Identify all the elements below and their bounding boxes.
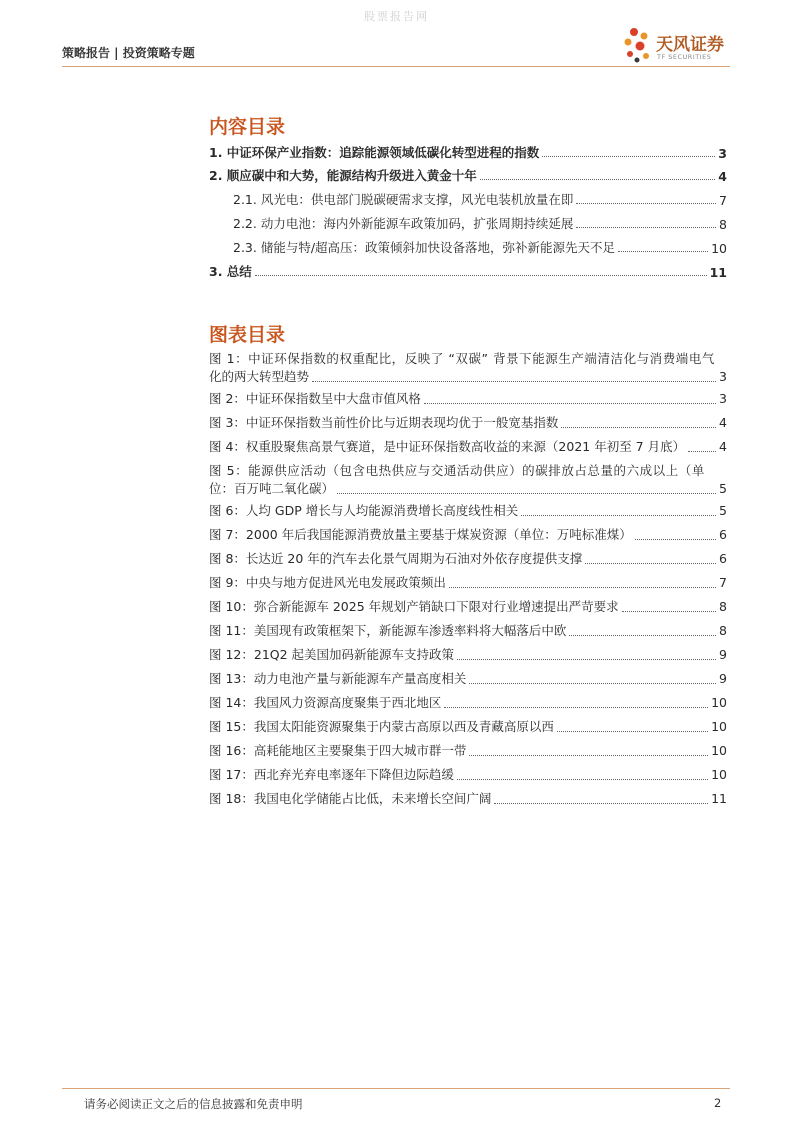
- figure-item-page: 8: [719, 623, 727, 638]
- leader-dots: [688, 451, 716, 452]
- logo-subtext: TF SECURITIES: [657, 53, 712, 61]
- figure-item-page: 10: [711, 767, 727, 782]
- figure-item-text: 图 8：长达近 20 年的汽车去化景气周期为石油对外依存度提供支撑: [209, 551, 583, 566]
- figure-item-text: 图 13：动力电池产量与新能源车产量高度相关: [209, 671, 467, 686]
- footer-divider: [62, 1088, 730, 1089]
- leader-dots: [469, 755, 708, 756]
- figure-item[interactable]: [209, 350, 727, 386]
- header-divider: [62, 66, 730, 67]
- leader-dots: [576, 203, 716, 204]
- leader-dots: [457, 659, 716, 660]
- leader-dots: [312, 381, 716, 382]
- leader-dots: [585, 563, 716, 564]
- leader-dots: [424, 403, 716, 404]
- figure-item-page: 6: [719, 551, 727, 566]
- company-logo: [622, 26, 742, 68]
- toc-item-text: 2.1. 风光电：供电部门脱碳硬需求支撑，风光电装机放量在即: [233, 192, 574, 207]
- toc-title: 内容目录: [209, 116, 286, 138]
- figure-item[interactable]: [209, 598, 727, 616]
- leader-dots: [618, 251, 708, 252]
- leader-dots: [457, 779, 708, 780]
- toc-item-text: 2.3. 储能与特/超高压：政策倾斜加快设备落地，弥补新能源先天不足: [233, 240, 616, 255]
- toc-item-page: 8: [719, 217, 727, 232]
- figure-item[interactable]: [209, 622, 727, 640]
- figure-item-text: 图 11：美国现有政策框架下，新能源车渗透率料将大幅落后中欧: [209, 623, 567, 638]
- leader-dots: [542, 156, 715, 157]
- figure-item-text: 图 9：中央与地方促进风光电发展政策频出: [209, 575, 446, 590]
- figure-item[interactable]: [209, 414, 727, 432]
- figure-item[interactable]: [209, 718, 727, 736]
- logo-text: 天风证券: [656, 35, 724, 55]
- figure-item[interactable]: [209, 550, 727, 568]
- toc-item[interactable]: [209, 262, 727, 280]
- figure-item-page: 5: [719, 503, 727, 518]
- figure-item-text: 图 12：21Q2 起美国加码新能源车支持政策: [209, 647, 455, 662]
- toc-item[interactable]: [209, 143, 727, 161]
- figure-item[interactable]: [209, 694, 727, 712]
- figure-item-text-line1: 图 1：中证环保指数的权重配比，反映了 “双碳” 背景下能源生产端清洁化与消费端电气: [209, 351, 715, 366]
- page-number: 2: [714, 1096, 722, 1110]
- figure-item-page: 3: [719, 391, 727, 406]
- toc-item-text: 1. 中证环保产业指数：追踪能源领域低碳化转型进程的指数: [209, 145, 540, 160]
- leader-dots: [622, 611, 716, 612]
- figure-item-page: 4: [719, 415, 727, 430]
- leader-dots: [480, 179, 715, 180]
- leader-dots: [494, 803, 708, 804]
- toc-item-page: 7: [719, 193, 727, 208]
- toc-item-page: 10: [711, 241, 727, 256]
- toc-item-page: 3: [718, 146, 727, 161]
- figure-item-page: 11: [711, 791, 727, 806]
- figure-item-text: 图 3：中证环保指数当前性价比与近期表现均优于一般宽基指数: [209, 415, 559, 430]
- figure-item-page: 4: [719, 439, 727, 454]
- leader-dots: [576, 227, 716, 228]
- toc-subitem[interactable]: [233, 214, 727, 232]
- figure-item[interactable]: [209, 574, 727, 592]
- report-category: 策略报告 | 投资策略专题: [62, 46, 195, 60]
- toc-item-text: 3. 总结: [209, 264, 252, 279]
- toc-item-page: 11: [709, 265, 727, 280]
- toc-item-page: 4: [718, 169, 727, 184]
- figure-item-text: 图 14：我国风力资源高度聚集于西北地区: [209, 695, 442, 710]
- figure-item[interactable]: [209, 742, 727, 760]
- leader-dots: [255, 275, 707, 276]
- toc-item-text: 2.2. 动力电池：海内外新能源车政策加码，扩张周期持续延展: [233, 216, 574, 231]
- figure-item-text-line2: 化的两大转型趋势: [209, 369, 310, 384]
- leader-dots: [449, 587, 716, 588]
- leader-dots: [557, 731, 708, 732]
- leader-dots: [337, 493, 716, 494]
- figure-item-page: 6: [719, 527, 727, 542]
- figure-item[interactable]: [209, 438, 727, 456]
- leader-dots: [569, 635, 716, 636]
- figure-item-text: 图 18：我国电化学储能占比低，未来增长空间广阔: [209, 791, 492, 806]
- figure-item-page: 10: [711, 695, 727, 710]
- leader-dots: [521, 515, 716, 516]
- figure-item[interactable]: [209, 390, 727, 408]
- figure-item[interactable]: [209, 526, 727, 544]
- figure-item-text: 图 4：权重股聚焦高景气赛道，是中证环保指数高收益的来源（2021 年初至 7 月底）: [209, 439, 686, 454]
- figure-item-text: 图 16：高耗能地区主要聚集于四大城市群一带: [209, 743, 467, 758]
- figure-item-page: 10: [711, 719, 727, 734]
- figure-item-page: 8: [719, 599, 727, 614]
- watermark: 股票报告网: [364, 10, 429, 23]
- figure-item[interactable]: [209, 766, 727, 784]
- figure-item[interactable]: [209, 502, 727, 520]
- toc-item-text: 2. 顺应碳中和大势，能源结构升级进入黄金十年: [209, 168, 477, 183]
- figure-item[interactable]: [209, 670, 727, 688]
- figure-item-text: 图 15：我国太阳能资源聚集于内蒙古高原以西及青藏高原以西: [209, 719, 554, 734]
- leader-dots: [469, 683, 716, 684]
- figure-item-text-line2: 位：百万吨二氧化碳）: [209, 481, 335, 496]
- figure-item-page: 7: [719, 575, 727, 590]
- figure-item[interactable]: [209, 646, 727, 664]
- figure-item-page: 5: [719, 481, 727, 496]
- leader-dots: [635, 539, 716, 540]
- figure-item-page: 3: [719, 369, 727, 384]
- figure-item-text: 图 2：中证环保指数呈中大盘市值风格: [209, 391, 421, 406]
- figures-title: 图表目录: [209, 324, 286, 346]
- figure-item-text: 图 7：2000 年后我国能源消费放量主要基于煤炭资源（单位：万吨标准煤）: [209, 527, 632, 542]
- figure-item-page: 9: [719, 671, 727, 686]
- toc-subitem[interactable]: [233, 190, 727, 208]
- figure-item-text: 图 6：人均 GDP 增长与人均能源消费增长高度线性相关: [209, 503, 519, 518]
- toc-item[interactable]: [209, 166, 727, 184]
- figure-item-page: 10: [711, 743, 727, 758]
- leader-dots: [561, 427, 716, 428]
- figure-item-page: 9: [719, 647, 727, 662]
- logo-flower-icon: [622, 26, 654, 66]
- footer-disclaimer: 请务必阅读正文之后的信息披露和免责申明: [84, 1097, 303, 1111]
- leader-dots: [444, 707, 708, 708]
- figure-item-text: 图 10：弥合新能源车 2025 年规划产销缺口下限对行业增速提出严苛要求: [209, 599, 619, 614]
- figure-item[interactable]: [209, 462, 727, 498]
- figure-item-text: 图 17：西北弃光弃电率逐年下降但边际趋缓: [209, 767, 454, 782]
- toc-subitem[interactable]: [233, 238, 727, 256]
- figure-item-text-line1: 图 5：能源供应活动（包含电热供应与交通活动供应）的碳排放占总量的六成以上（单: [209, 463, 705, 478]
- figure-item[interactable]: [209, 790, 727, 808]
